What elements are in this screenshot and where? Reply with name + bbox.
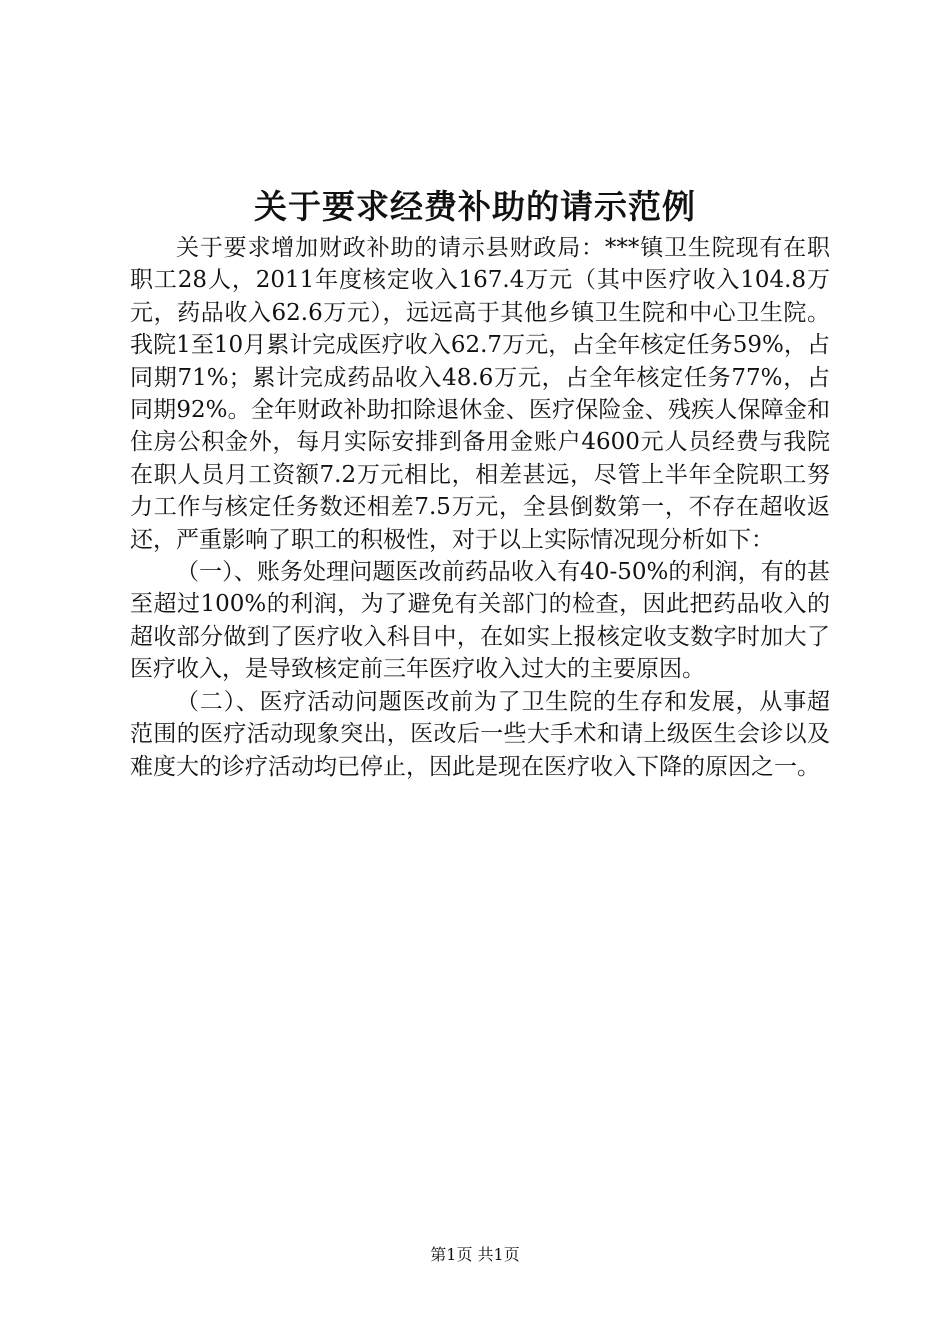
document-body — [130, 232, 830, 783]
paragraph-intro: 关于要求增加财政补助的请示县财政局：***镇卫生院现有在职职工28人，2011年度核定收入167.4万元（其中医疗收入104.8万元，药品收入62.6万元），远远高于其他乡镇卫生院和中心卫生院。我院1至10月累计完成医疗收入62.7万元，占全年核定任务59%，占同期71%；累计完成药品收入48.6万元，占全年核定任务77%，占同期92%。全年财政补助扣除退休金、医疗保险金、残疾人保障金和住房公积金外，每月实际安排到备用金账户4600元人员经费与我院在职人员月工资额7.2万元相比，相差甚远，尽管上半年全院职工努力工作与核定任务数还相差7.5万元，全县倒数第一，不存在超收返还，严重影响了职工的积极性，对于以上实际情况现分析如下： — [130, 235, 830, 553]
page-number: 第1页 共1页 — [430, 1245, 520, 1264]
document-title: 关于要求经费补助的请示范例 — [254, 187, 696, 226]
paragraph-accounting-issue: （一）、账务处理问题医改前药品收入有40-50%的利润，有的甚至超过100%的利润，为了避免有关部门的检查，因此把药品收入的超收部分做到了医疗收入科目中，在如实上报核定收支数字时加大了医疗收入，是导致核定前三年医疗收入过大的主要原因。 — [130, 559, 830, 683]
paragraph-medical-activity-issue: （二）、医疗活动问题医改前为了卫生院的生存和发展，从事超范围的医疗活动现象突出，医改后一些大手术和请上级医生会诊以及难度大的诊疗活动均已停止，因此是现在医疗收入下降的原因之一。 — [130, 688, 830, 780]
